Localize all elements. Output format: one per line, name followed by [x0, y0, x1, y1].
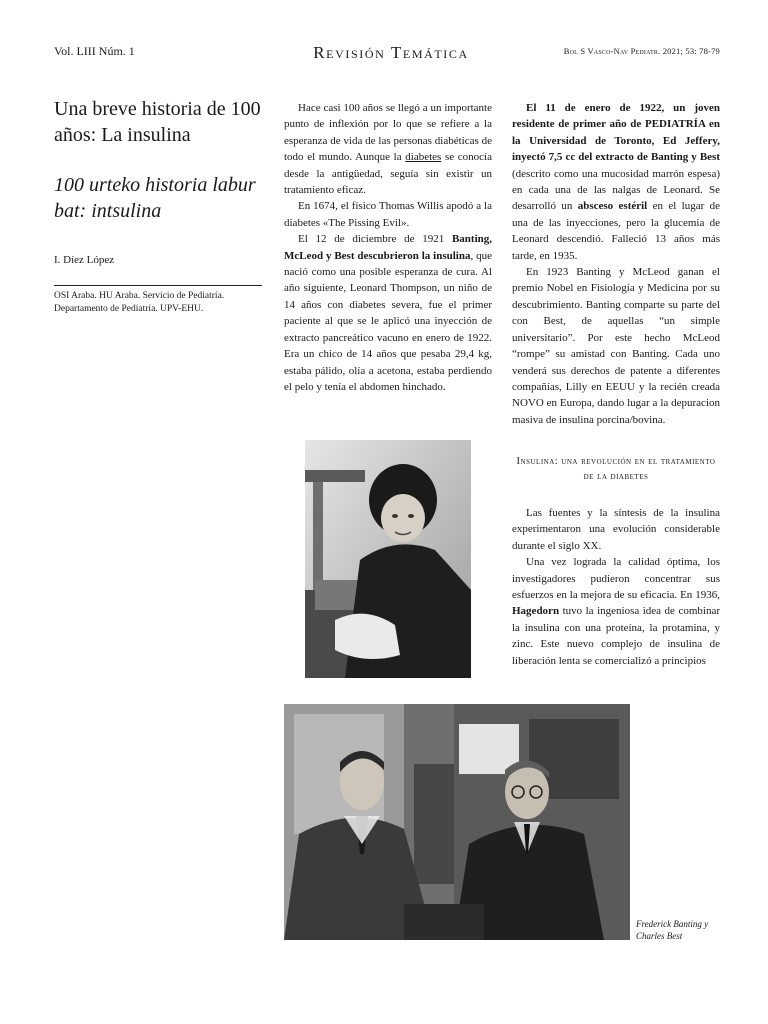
- paragraph: Las fuentes y la síntesis de la insulina experimentaron una evolución considerable durante el siglo XX.: [512, 507, 720, 552]
- body-column-right: [512, 100, 720, 428]
- author-name: I. Díez López: [54, 254, 115, 266]
- diabetes-link[interactable]: diabetes: [405, 151, 442, 164]
- paragraph: Una vez lograda la calidad óptima, los investigadores pudieron concentrar sus esfuerzos en la mejora de su eficacia. En 1936, Hagedorn tuvo la ingeniosa idea de combinar la insulina con una proteína, la protamina, y zinc. Este nuevo complejo de insulina de liberación lenta se comercializó a principios: [512, 556, 720, 667]
- volume-label: Vol. LIII Núm. 1: [54, 44, 135, 58]
- paragraph: En 1674, el físico Thomas Willis apodó a la diabetes «The Pissing Evil».: [284, 200, 492, 229]
- body-column-right-lower: [512, 505, 720, 669]
- article-title: Una breve historia de 100 años: La insulina: [54, 98, 261, 146]
- photo-banting-and-best: [284, 704, 630, 940]
- section-heading: Revisión Temática: [313, 43, 469, 62]
- affiliation: [54, 290, 269, 316]
- affiliation-line-1: OSI Araba. HU Araba. Servicio de Pediatría.: [54, 291, 225, 301]
- journal-reference: Bol S Vasco-Nav Pediatr. 2021; 53: 78-79: [563, 46, 720, 56]
- divider: [54, 285, 262, 286]
- article-subtitle: 100 urteko historia labur bat: intsulina: [54, 174, 256, 222]
- photo-leonard-thompson: [305, 440, 471, 678]
- body-column-middle: [284, 100, 492, 395]
- paragraph: El 11 de enero de 1922, un joven residente de primer año de PEDIATRÍA en la Universidad de Toronto, Ed Jeffery, inyectó 7,5 cc del extracto de Banting y Best (descrito como una mucosidad marrón espesa) en cada una de las nalgas de Leonard. Se desarrolló un absceso estéril en el lugar de una de las inyecciones, pero la glucemia de Leonard descendió. Falleció 13 años más tarde, en 1935.: [512, 102, 720, 262]
- paragraph: En 1923 Banting y McLeod ganan el premio Nobel en Fisiología y Medicina por su descubrimiento. Banting comparte su parte del con Best, de aquellas “un simple universitario”. Por este hecho McLeod “rompe” su amistad con Banting. Cada uno venderá sus derechos de patente a diferentes compañías, Lilly en EEUU y la recién creada NOVO en Europa, dando lugar a la depuracion masiva de insulina porcina/bovina.: [512, 266, 720, 426]
- paragraph: Hace casi 100 años se llegó a un importante punto de inflexión por lo que se refiere a la esperanza de vida de las personas diabéticas de todo el mundo. Aunque la diabetes se conocía desde la antigüedad, seguía sin existir un tratamiento eficaz.: [284, 102, 492, 197]
- paragraph: El 12 de diciembre de 1921 Banting, McLeod y Best descubrieron la insulina, que nació como una posible esperanza de cura. Al año siguiente, Leonard Thompson, un niño de 14 años con diabetes severa, fue el primer paciente al que se le aplicó una inyección de extracto pancreático vacuno en enero de 1922. Era un chico de 14 años que pesaba 29,4 kg, estaba pálido, olía a acetona, estaba perdiendo el pelo y tenía el abdomen hinchado.: [284, 233, 492, 393]
- figure-caption: Frederick Banting y Charles Best: [636, 919, 709, 941]
- section-title: Insulina: una revolución en el tratamiento de la diabetes: [516, 456, 716, 482]
- affiliation-line-2: Departamento de Pediatría. UPV-EHU.: [54, 304, 204, 314]
